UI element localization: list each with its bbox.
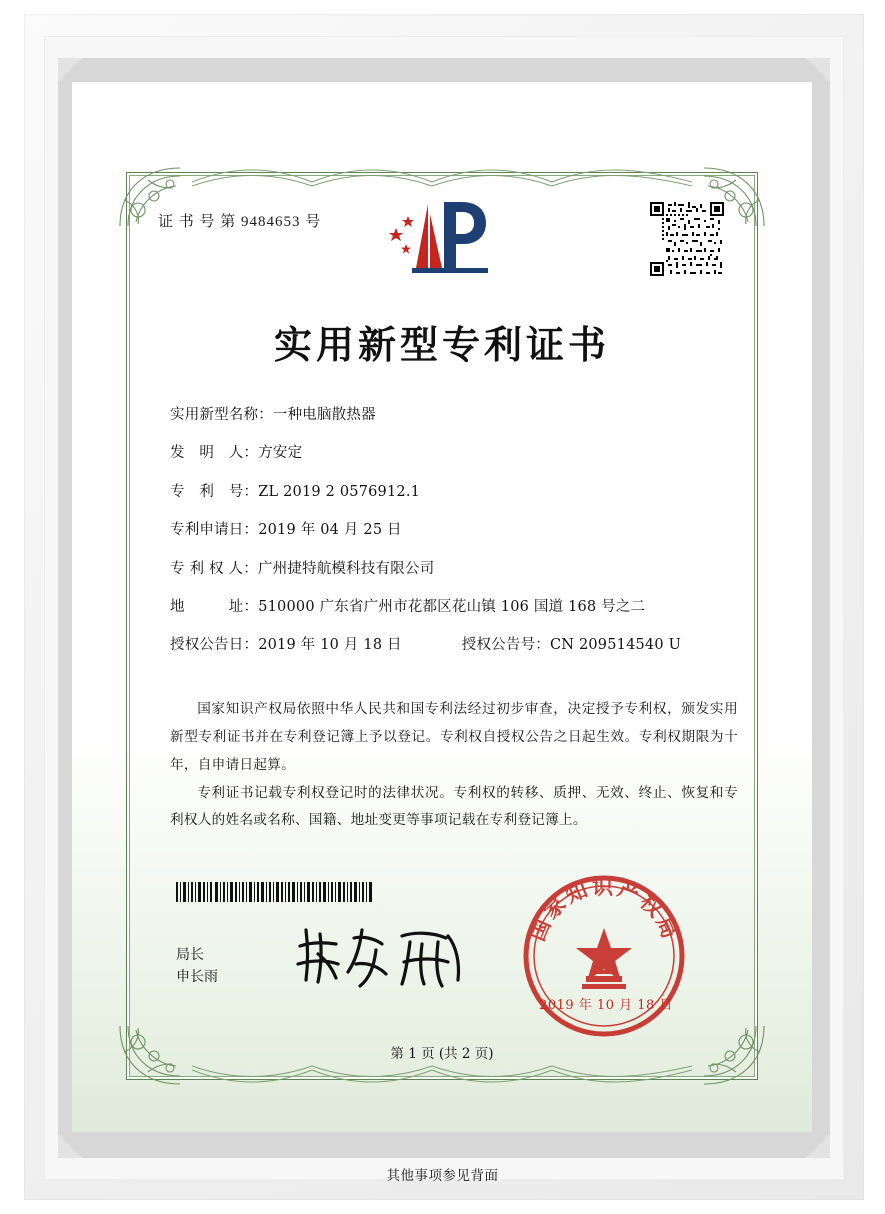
- field-patentee: [170, 561, 730, 578]
- official-red-seal: [520, 872, 688, 1040]
- field-patent-number: [170, 484, 730, 501]
- signature-block: [176, 944, 218, 989]
- field-value: 广州捷特航模科技有限公司: [257, 560, 435, 577]
- svg-text:国家知识产权局: 国家知识产权局: [523, 874, 685, 945]
- certificate-number: 证 书 号 第 9484653 号: [158, 214, 322, 230]
- mat-corner-top-right: [806, 58, 830, 82]
- handwritten-signature: [290, 920, 480, 996]
- paragraph-2: 专利证书记载专利权登记时的法律状况。专利权的转移、质押、无效、终止、恢复和专利权人的姓名或名称、国籍、地址变更等事项记载在专利登记簿上。: [170, 784, 738, 829]
- field-label: 地 址：: [170, 598, 259, 615]
- field-label: 发 明 人：: [170, 445, 259, 462]
- field-value: 2019 年 04 月 25 日: [258, 522, 402, 539]
- field-grant-announcement: [170, 637, 730, 654]
- seal-date: 2019 年 10 月 18 日: [539, 998, 673, 1013]
- grant-date-value: 2019 年 10 月 18 日: [258, 637, 402, 654]
- field-label: 实用新型名称：: [170, 407, 273, 423]
- director-name: 申长雨: [176, 969, 218, 986]
- grant-number-value: CN 209514540 U: [549, 637, 682, 654]
- page-number: 第 1 页 (共 2 页): [390, 1046, 494, 1062]
- paragraph-1: 国家知识产权局依照中华人民共和国专利法经过初步审查，决定授予专利权，颁发实用新型专利证书并在专利登记簿上予以登记。专利权自授权公告之日起生效。专利权期限为十年，自申请日起算。: [170, 701, 738, 773]
- footnote: 其他事项参见背面: [386, 1168, 499, 1184]
- field-application-date: [170, 522, 730, 539]
- field-value: 510000 广东省广州市花都区花山镇 106 国道 168 号之二: [258, 598, 646, 615]
- field-value: 方安定: [258, 445, 303, 462]
- mat-corner-top-left: [58, 58, 82, 82]
- field-label: 专利申请日：: [170, 522, 259, 539]
- field-value: ZL 2019 2 0576912.1: [258, 483, 421, 500]
- mat-corner-bottom-left: [58, 1134, 82, 1158]
- grant-number-label: 授权公告号：: [461, 637, 550, 654]
- field-label: 专 利 号：: [170, 483, 259, 500]
- patent-certificate: [72, 82, 812, 1132]
- field-list: [170, 407, 730, 676]
- field-utility-model-name: [170, 407, 730, 424]
- body-text: [170, 696, 738, 835]
- director-title: 局长: [176, 947, 204, 963]
- barcode: [176, 882, 374, 902]
- field-inventor: [170, 445, 730, 462]
- cnipa-patent-logo: [382, 194, 502, 282]
- grant-date-label: 授权公告日：: [170, 637, 259, 654]
- qr-code: [650, 202, 724, 276]
- field-value: 一种电脑散热器: [272, 407, 376, 423]
- page-title: 实用新型专利证书: [273, 322, 610, 367]
- field-address: [170, 599, 730, 616]
- mat-corner-bottom-right: [806, 1134, 830, 1158]
- field-label: 专 利 权 人：: [170, 560, 258, 577]
